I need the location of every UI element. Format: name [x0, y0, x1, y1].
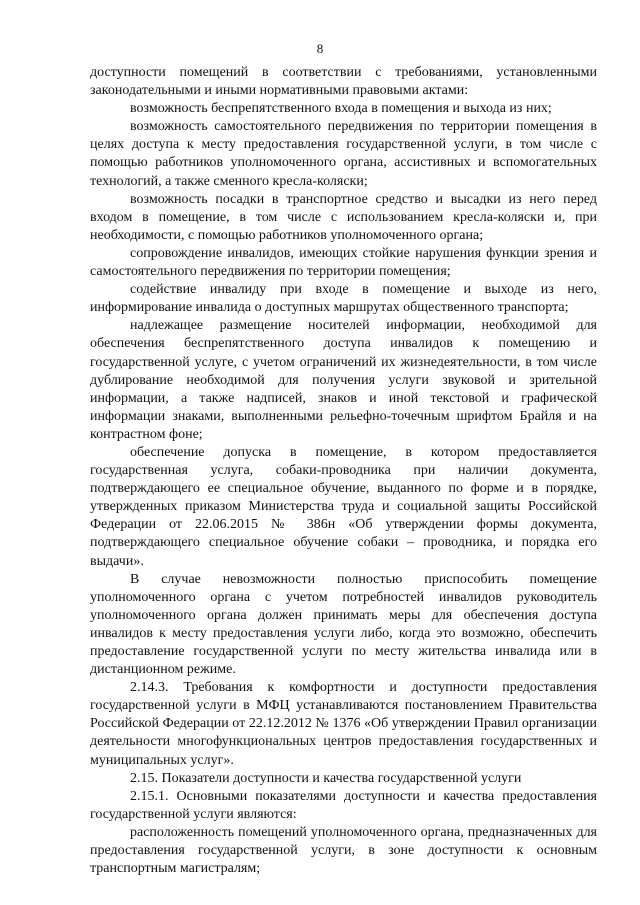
- paragraph-section-2-15-1: 2.15.1. Основными показателями доступности и качества предоставления государственной услуги являются:: [90, 788, 597, 822]
- paragraph-section-2-15-heading: 2.15. Показатели доступности и качества государственной услуги: [130, 770, 522, 786]
- paragraph-premises-location: расположенность помещений уполномоченного органа, предназначенных для предоставления государственной услуги, в зоне доступности к основным транспортным магистралям;: [90, 824, 597, 877]
- page-number: 8: [316, 41, 324, 56]
- paragraph-assistance-info: содействие инвалиду при входе в помещение и выходе из него, информирование инвалида о доступных маршрутах общественного транспорта;: [90, 282, 597, 316]
- document-body: [90, 64, 597, 878]
- paragraph-guide-dog: обеспечение допуска в помещение, в котором предоставляется государственная услуга, собаки-проводника при наличии документа, подтверждающего ее специальное обучение, выданного по форме и в порядке, утвержденных приказом Министерства труда и социальной защиты Российской Федерации от 22.06.2015 № 386н «Об утверждении формы документа, подтверждающего специальное обучение собаки – проводника, и порядка его выдачи».: [90, 444, 597, 569]
- paragraph-information-placement: надлежащее размещение носителей информации, необходимой для обеспечения беспрепятственного доступа инвалидов к помещению и государственной услуге, с учетом ограничений их жизнедеятельности, в том числе дублирование необходимой для получения услуги звуковой и зрительной информации, а также надписей, знаков и иной текстовой и графической информации знаками, выполненными рельефно-точечным шрифтом Брайля и на контрастном фоне;: [90, 318, 597, 442]
- paragraph-escort: сопровождение инвалидов, имеющих стойкие нарушения функции зрения и самостоятельного передвижения по территории помещения;: [90, 245, 597, 280]
- paragraph-vehicle-boarding: возможность посадки в транспортное средство и высадки из него перед входом в помещение, в том числе с использованием кресла-коляски и, при необходимости, с помощью работников уполномоченного органа;: [90, 191, 597, 243]
- paragraph-independent-movement: возможность самостоятельного передвижения по территории помещения в целях доступа к месту предоставления государственной услуги, в том числе с помощью работников уполномоченного органа, ассистивных и вспомогательных технологий, а также сменного кресла-коляски;: [90, 119, 597, 189]
- paragraph-section-2-14-3: 2.14.3. Требования к комфортности и доступности предоставления государственной услуги в МФЦ устанавливаются постановлением Правительства Российской Федерации от 22.12.2012 № 1376 «Об утверждении Правил организации деятельности многофункциональных центров предоставления государственных и муниципальных услуг».: [90, 680, 597, 768]
- paragraph-entry-exit: возможность беспрепятственного входа в помещения и выхода из них;: [130, 101, 552, 117]
- paragraph-accessibility-intro: доступности помещений в соответствии с требованиями, установленными законодательными и иными нормативными правовыми актами:: [90, 65, 597, 99]
- paragraph-impossibility-case: В случае невозможности полностью приспособить помещение уполномоченного органа с учетом потребностей инвалидов руководитель уполномоченного органа должен принимать меры для обеспечения доступа инвалидов к месту предоставления услуги либо, когда это возможно, обеспечить предоставление государственной услуги по месту жительства инвалида или в дистанционном режиме.: [90, 571, 597, 678]
